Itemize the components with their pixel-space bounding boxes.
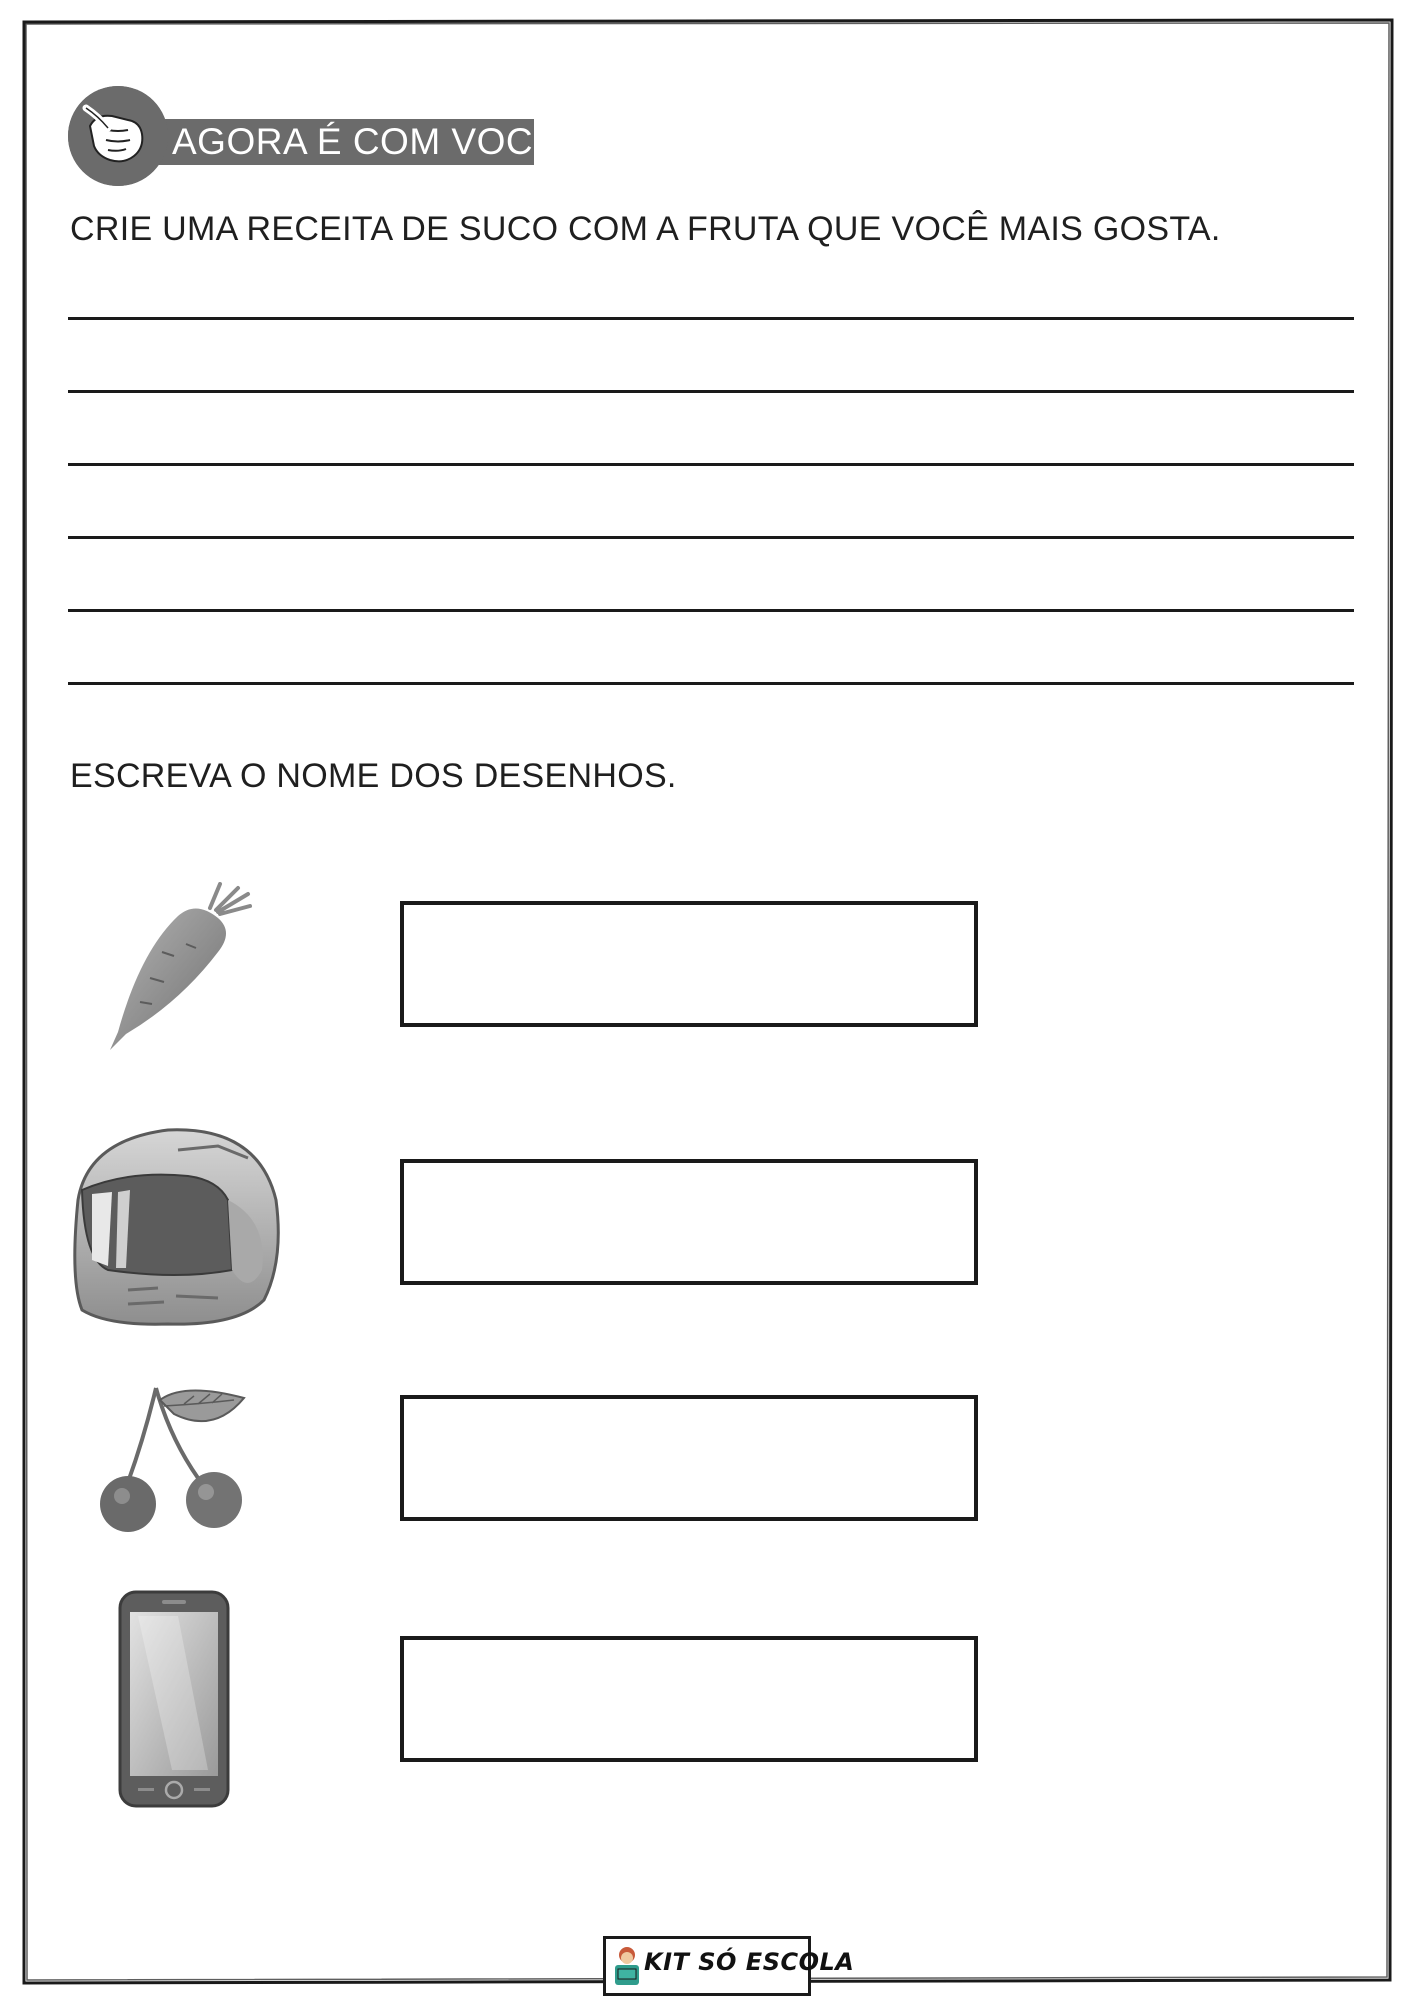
recipe-instruction: CRIE UMA RECEITA DE SUCO COM A FRUTA QUE VOCÊ MAIS GOSTA. (70, 210, 1221, 248)
student-mascot-icon (612, 1945, 642, 1989)
writing-line-1[interactable] (68, 317, 1354, 320)
badge-title: AGORA É COM VOCÊ! (172, 121, 570, 162)
brand-logo (603, 1936, 855, 1996)
writing-line-3[interactable] (68, 463, 1354, 466)
writing-line-6[interactable] (68, 682, 1354, 685)
helmet-icon (68, 1120, 284, 1330)
brand-name: KIT SÓ ESCOLA (644, 1948, 855, 1976)
answer-box-cherry[interactable] (400, 1395, 978, 1521)
cherry-icon (94, 1378, 254, 1538)
answer-box-helmet[interactable] (400, 1159, 978, 1285)
answer-box-carrot[interactable] (400, 901, 978, 1027)
pointing-hand-icon (68, 86, 168, 186)
writing-line-4[interactable] (68, 536, 1354, 539)
writing-line-2[interactable] (68, 390, 1354, 393)
names-instruction: ESCREVA O NOME DOS DESENHOS. (70, 757, 677, 795)
smartphone-icon (118, 1590, 230, 1808)
carrot-icon (100, 882, 270, 1062)
section-badge (68, 86, 570, 186)
answer-box-smartphone[interactable] (400, 1636, 978, 1762)
writing-line-5[interactable] (68, 609, 1354, 612)
